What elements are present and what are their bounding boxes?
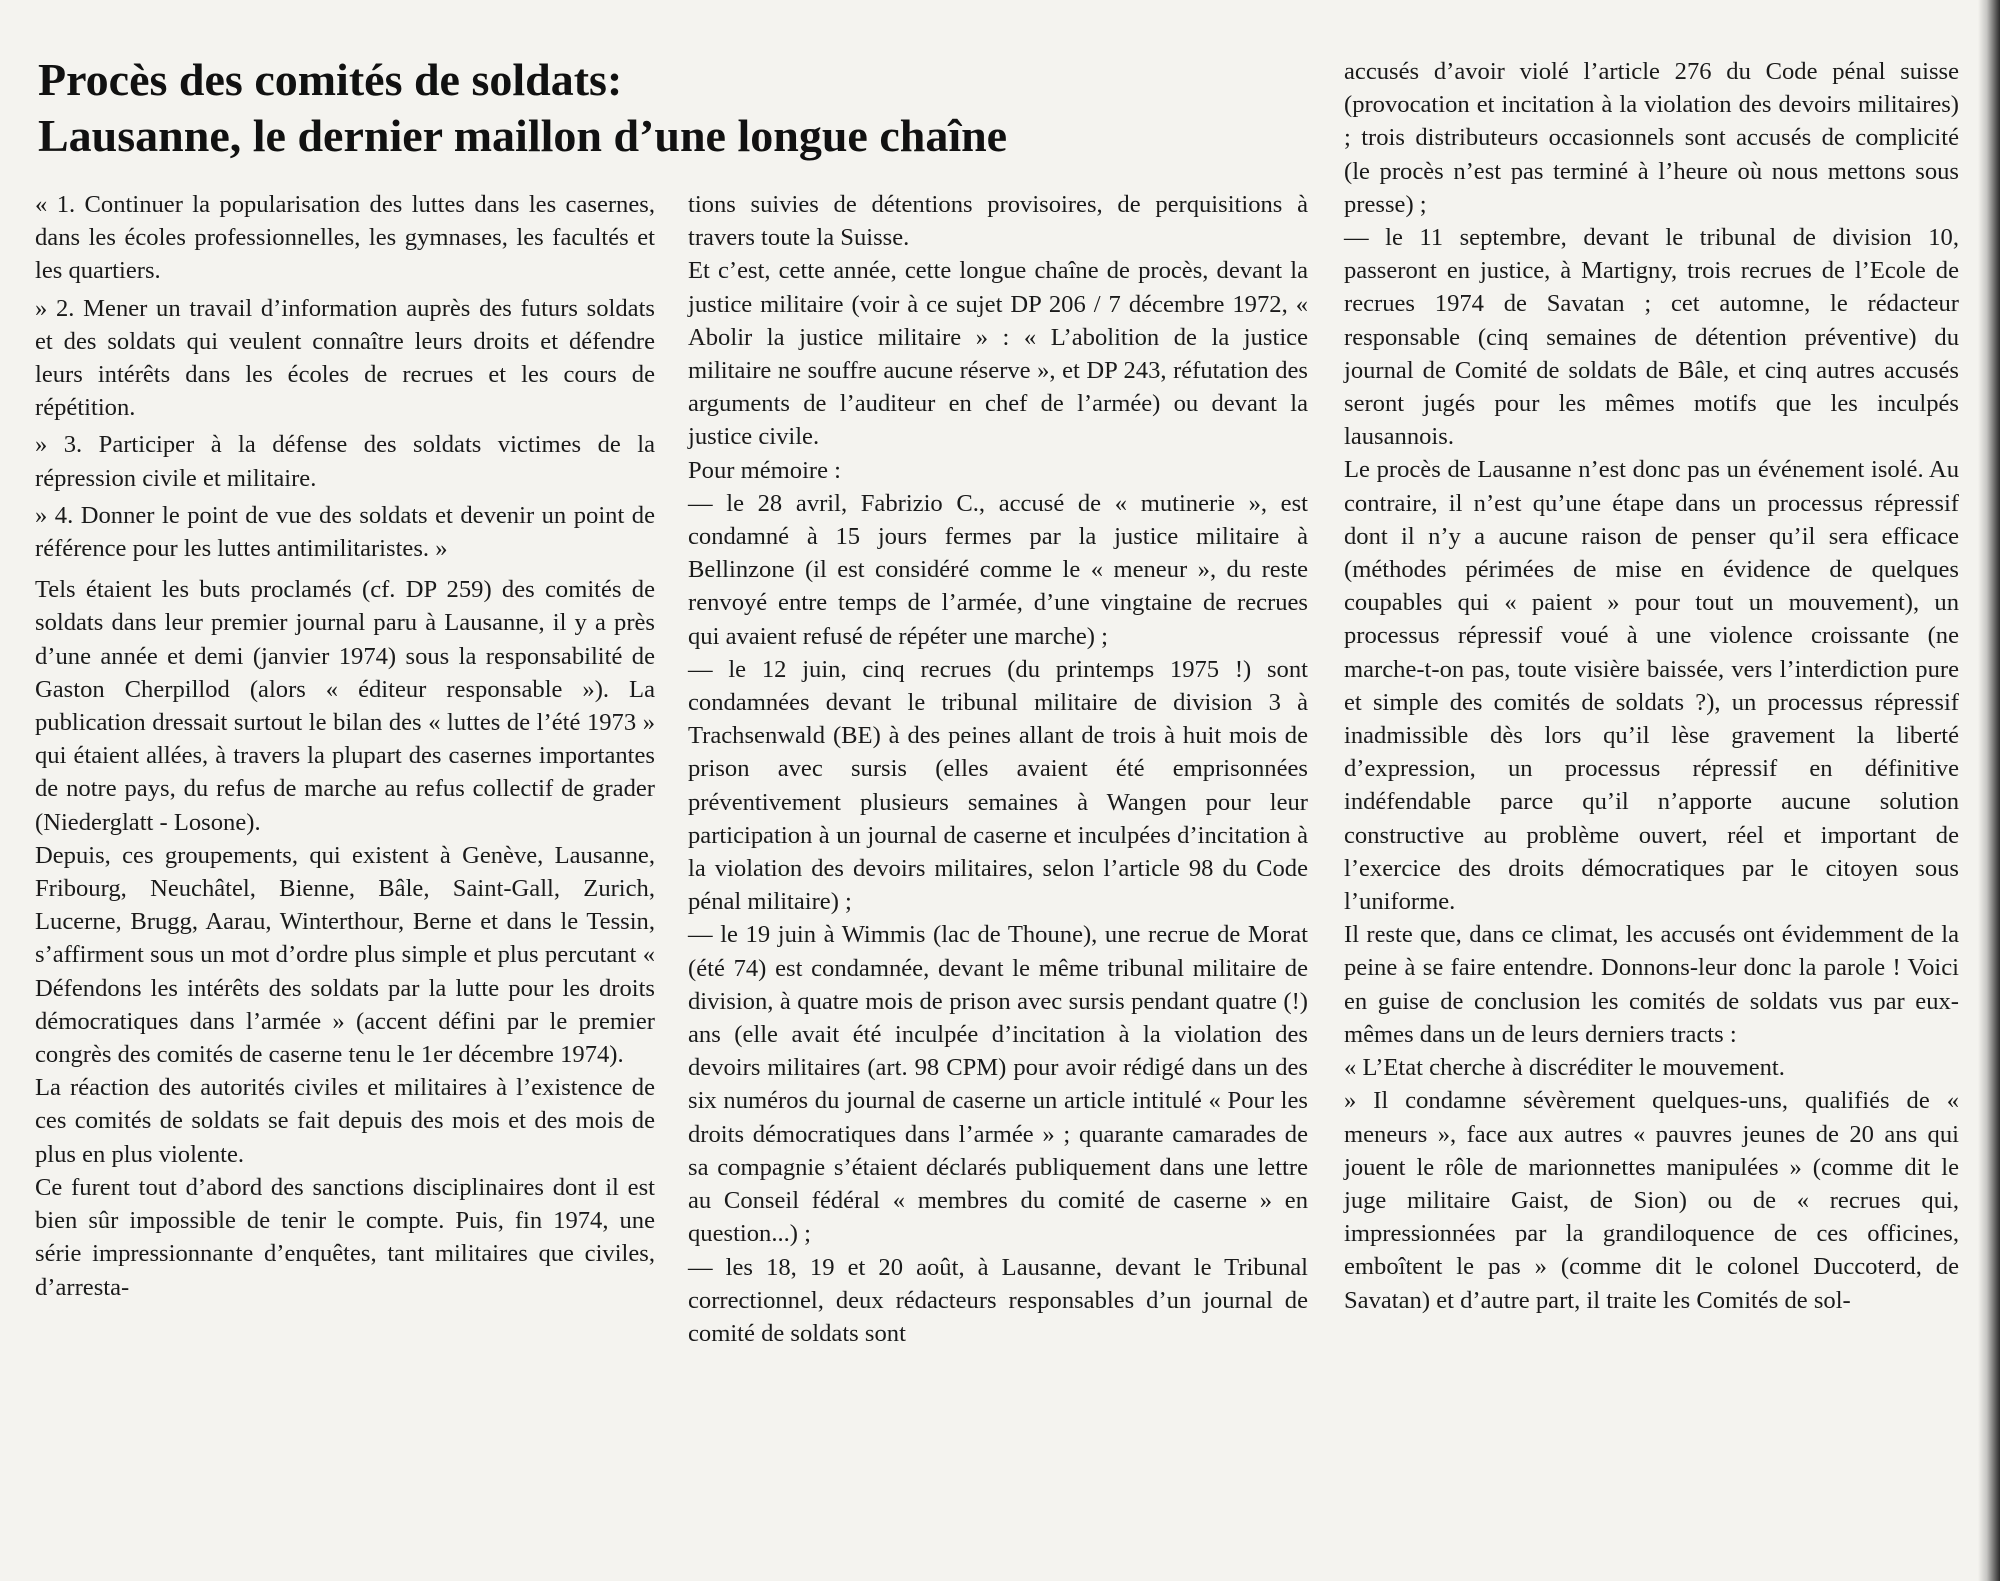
headline-line-1: Procès des comités de soldats:	[38, 54, 623, 105]
paragraph: » 4. Donner le point de vue des soldats et devenir un point de référence pour les luttes antimilitaristes. »	[35, 501, 655, 563]
paragraph: — le 11 septembre, devant le tribunal de division 10, passeront en justice, à Martigny, trois recrues de l’Ecole de recrues 1974 de Savatan ; cet automne, le rédacteur responsable (cinq semaines de détention préventive) du journal de Comité de soldats de Bâle, et cinq autres accusés seront jugés pour les mêmes motifs que les inculpés lausannois.	[1344, 224, 1959, 451]
paragraph: — le 12 juin, cinq recrues (du printemps 1975 !) sont condamnées devant le tribunal militaire de division 3 à Trachsenwald (BE) à des peines allant de trois à huit mois de prison avec sursis (elles avaient été emprisonnées préventivement plusieurs semaines à Wangen pour leur participation à un journal de caserne et inculpées d’incitation à la violation des devoirs militaires, selon l’article 98 du Code pénal militaire) ;	[688, 655, 1308, 916]
paragraph: « 1. Continuer la popularisation des luttes dans les casernes, dans les écoles professionnelles, les gymnases, les facultés et les quartiers.	[35, 191, 655, 285]
paragraph: — les 18, 19 et 20 août, à Lausanne, devant le Tribunal correctionnel, deux rédacteurs responsables d’un journal de comité de soldats sont	[688, 1253, 1308, 1347]
paragraph: Le procès de Lausanne n’est donc pas un événement isolé. Au contraire, il n’est qu’une étape dans un processus répressif dont il n’y a aucune raison de penser qu’il sera efficace (méthodes périmées de mise en évidence de quelques coupables qui « paient » pour tout un mouvement), un processus répressif voué à une violence croissante (ne marche-t-on pas, toute visière baissée, vers l’interdiction pure et simple des comités de soldats ?), un processus répressif inadmissible dès lors qu’il lèse gravement la liberté d’expression, un processus répressif en définitive indéfendable parce qu’il n’apporte aucune solution constructive au problème ouvert, réel et important de l’exercice des droits démocratiques par le citoyen sous l’uniforme.	[1344, 456, 1959, 916]
paragraph: » 2. Mener un travail d’information auprès des futurs soldats et des soldats qui veulent connaître leurs droits et défendre leurs intérêts dans les écoles de recrues et les cours de répétition.	[35, 294, 655, 422]
headline-line-2: Lausanne, le dernier maillon d’une longue chaîne	[38, 110, 1008, 161]
paragraph: Il reste que, dans ce climat, les accusés ont évidemment de la peine à se faire entendre. Donnons-leur donc la parole ! Voici en guise de conclusion les comités de soldats vus par eux-mêmes dans un de leurs derniers tracts :	[1344, 921, 1959, 1048]
paragraph: « L’Etat cherche à discréditer le mouvement.	[1344, 1054, 1785, 1082]
paragraph: Depuis, ces groupements, qui existent à Genève, Lausanne, Fribourg, Neuchâtel, Bienne, Bâle, Saint-Gall, Zurich, Lucerne, Brugg, Aarau, Winterthour, Berne et dans le Tessin, s’affirment sous un mot d’ordre plus simple et plus percutant « Défendons les intérêts des soldats par la lutte pour les droits démocratiques dans l’armée » (accent défini par le premier congrès des comités de caserne tenu le 1er décembre 1974).	[35, 841, 655, 1069]
paragraph: La réaction des autorités civiles et militaires à l’existence de ces comités de soldats se fait depuis des mois et des mois de plus en plus violente.	[35, 1074, 655, 1168]
article-column-1	[35, 188, 655, 1304]
article-headline	[38, 52, 1318, 164]
paragraph: — le 19 juin à Wimmis (lac de Thoune), une recrue de Morat (été 74) est condamnée, devant le même tribunal militaire de division, à quatre mois de prison avec sursis pendant quatre (!) ans (elle avait été inculpée d’incitation à la violation des devoirs militaires (art. 98 CPM) pour avoir rédigé dans un des six numéros du journal de caserne un article intitulé « Pour les droits démocratiques dans l’armée » ; quarante camarades de sa compagnie s’étaient déclarés publiquement dans une lettre au Conseil fédéral « membres du comité de caserne » en question...) ;	[688, 921, 1308, 1248]
paragraph: — le 28 avril, Fabrizio C., accusé de « mutinerie », est condamné à 15 jours fermes par la justice militaire à Bellinzone (il est considéré comme le « meneur », du reste renvoyé entre temps de l’armée, d’une vingtaine de recrues qui avaient refusé de répéter une marche) ;	[688, 489, 1308, 650]
paragraph: » 3. Participer à la défense des soldats victimes de la répression civile et militaire.	[35, 431, 655, 492]
paragraph: Et c’est, cette année, cette longue chaîne de procès, devant la justice militaire (voir à ce sujet DP 206 / 7 décembre 1972, « Abolir la justice militaire » : « L’abolition de la justice militaire ne souffre aucune réserve », et DP 243, réfutation des arguments de l’auditeur en chef de l’armée) ou devant la justice civile.	[688, 257, 1308, 451]
paragraph: Ce furent tout d’abord des sanctions disciplinaires dont il est bien sûr impossible de tenir le compte. Puis, fin 1974, une série impressionnante d’enquêtes, tant militaires que civiles, d’arresta-	[35, 1173, 655, 1301]
paragraph: » Il condamne sévèrement quelques-uns, qualifiés de « meneurs », face aux autres « pauvres jeunes de 20 ans qui jouent le rôle de marionnettes manipulées » (comme dit le juge militaire Gaist, de Sion) ou de « recrues qui, impressionnées par la grandiloquence de ces officines, emboîtent le pas » (comme dit le colonel Duccoterd, de Savatan) et d’autre part, il traite les Comités de sol-	[1344, 1087, 1959, 1314]
paragraph: Pour mémoire :	[688, 456, 842, 484]
article-column-3	[1344, 55, 1959, 1317]
article-column-2	[688, 188, 1308, 1350]
paragraph: accusés d’avoir violé l’article 276 du Code pénal suisse (provocation et incitation à la violation des devoirs militaires) ; trois distributeurs occasionnels sont accusés de complicité (le procès n’est pas terminé à l’heure où nous mettons sous presse) ;	[1344, 58, 1959, 218]
paragraph: Tels étaient les buts proclamés (cf. DP 259) des comités de soldats dans leur premier journal paru à Lausanne, il y a près d’une année et demi (janvier 1974) sous la responsabilité de Gaston Cherpillod (alors « éditeur responsable »). La publication dressait surtout le bilan des « luttes de l’été 1973 » qui étaient allées, à travers la plupart des casernes importantes de notre pays, du refus de marche au refus collectif de grader (Niederglatt - Losone).	[35, 576, 655, 836]
page-edge-shadow	[1978, 0, 2000, 1581]
paragraph: tions suivies de détentions provisoires, de perquisitions à travers toute la Suisse.	[688, 191, 1308, 252]
